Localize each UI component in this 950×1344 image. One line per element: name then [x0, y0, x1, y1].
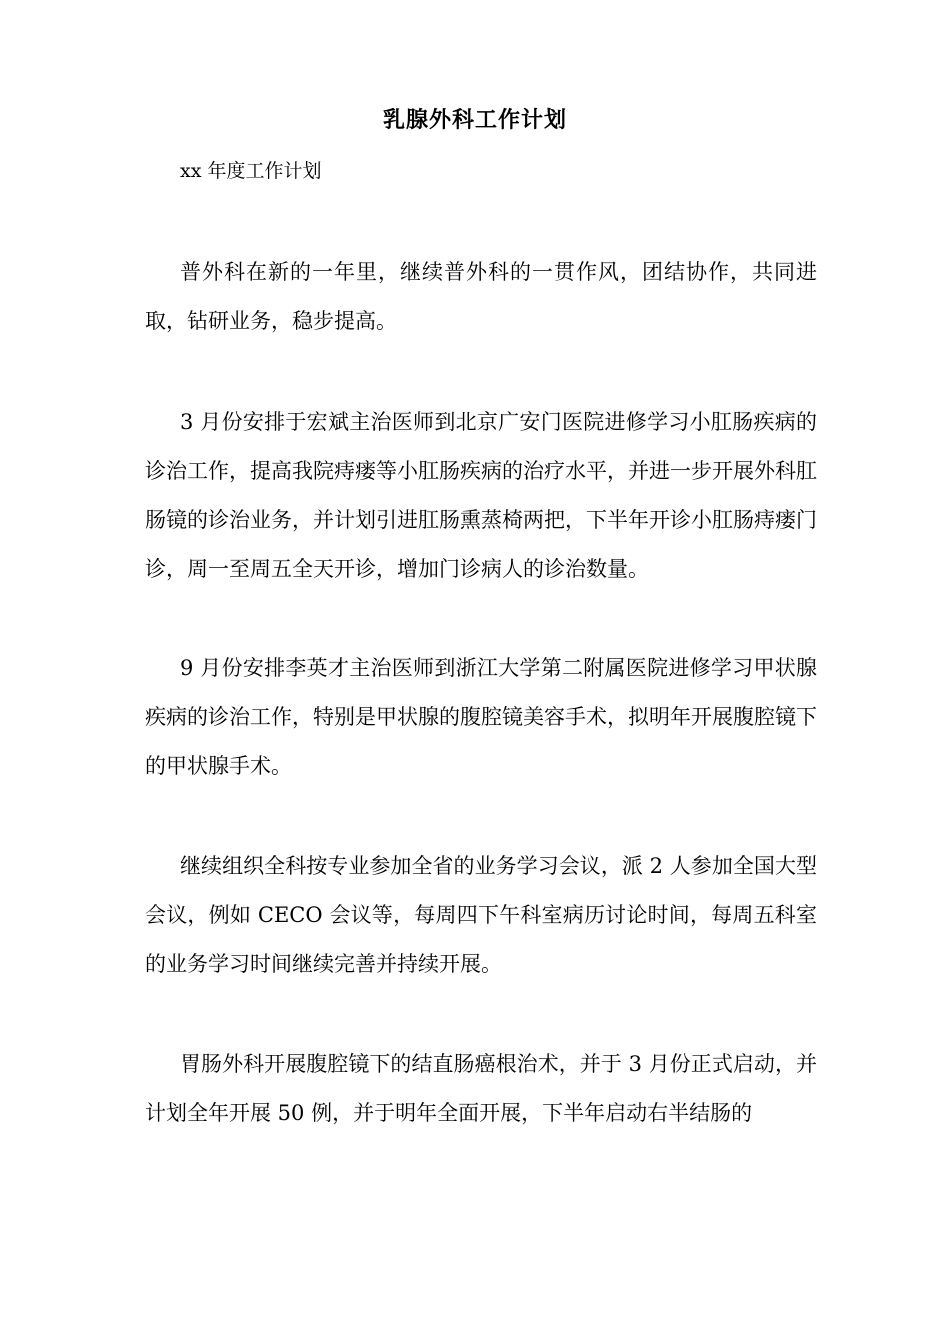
document-subtitle: xx 年度工作计划 — [180, 160, 322, 182]
paragraph-march-plan: 3 月份安排于宏斌主治医师到北京广安门医院进修学习小肛肠疾病的诊治工作，提高我院痔瘘等小肛肠疾病的治疗水平，并进一步开展外科肛肠镜的诊治业务，并计划引进肛肠熏蒸椅两把，下半年开诊小肛肠痔瘘门诊，周一至周五全天开诊，增加门诊病人的诊治数量。 — [145, 410, 817, 581]
paragraph-intro: 普外科在新的一年里，继续普外科的一贯作风，团结协作，共同进取，钻研业务，稳步提高。 — [145, 260, 817, 333]
paragraph-september-plan: 9 月份安排李英才主治医师到浙江大学第二附属医院进修学习甲状腺疾病的诊治工作，特别是甲状腺的腹腔镜美容手术，拟明年开展腹腔镜下的甲状腺手术。 — [145, 656, 817, 778]
document-title: 乳腺外科工作计划 — [382, 107, 567, 133]
paragraph-conferences: 继续组织全科按专业参加全省的业务学习会议，派 2 人参加全国大型会议，例如 CECO 会议等，每周四下午科室病历讨论时间，每周五科室的业务学习时间继续完善并持续开展。 — [145, 854, 817, 976]
paragraph-laparoscopy: 胃肠外科开展腹腔镜下的结直肠癌根治术，并于 3 月份正式启动，并计划全年开展 50 例，并于明年全面开展，下半年启动右半结肠的 — [145, 1052, 817, 1125]
